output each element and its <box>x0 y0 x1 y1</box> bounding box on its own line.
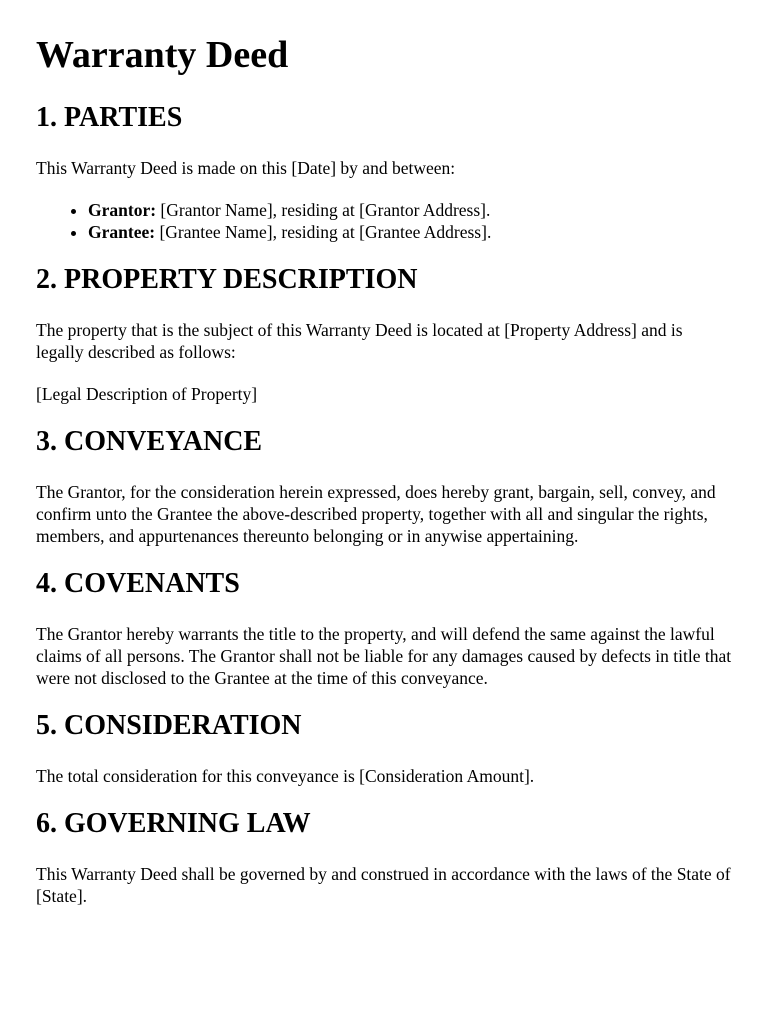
grantee-term: Grantee: <box>88 222 156 242</box>
grantor-term: Grantor: <box>88 200 157 220</box>
section-heading-conveyance: 3. CONVEYANCE <box>36 426 263 457</box>
list-item-grantee <box>88 221 734 243</box>
section-consideration <box>36 709 734 787</box>
governing-law-paragraph: This Warranty Deed shall be governed by and construed in accordance with the laws of the State of [State]. <box>36 864 731 906</box>
conveyance-paragraph: The Grantor, for the consideration herein expressed, does hereby grant, bargain, sell, convey, and confirm unto the Grantee the above-described property, together with all and singular the rights, members, and appurtenances thereunto belonging or in anywise appertaining. <box>36 482 716 546</box>
parties-list <box>36 199 734 243</box>
document-title: Warranty Deed <box>36 34 289 76</box>
section-covenants <box>36 567 734 689</box>
section-property <box>36 263 734 405</box>
legal-description-paragraph: [Legal Description of Property] <box>36 384 258 404</box>
consideration-paragraph: The total consideration for this conveyance is [Consideration Amount]. <box>36 766 535 786</box>
section-governing-law <box>36 807 734 907</box>
list-item-grantor <box>88 199 734 221</box>
section-heading-parties: 1. PARTIES <box>36 102 183 133</box>
section-conveyance <box>36 425 734 547</box>
section-parties <box>36 101 734 243</box>
parties-intro: This Warranty Deed is made on this [Date] by and between: <box>36 158 456 178</box>
section-heading-consideration: 5. CONSIDERATION <box>36 710 302 741</box>
grantee-text: [Grantee Name], residing at [Grantee Address]. <box>155 222 492 242</box>
grantor-text: [Grantor Name], residing at [Grantor Address]. <box>156 200 491 220</box>
section-heading-property: 2. PROPERTY DESCRIPTION <box>36 264 418 295</box>
section-heading-covenants: 4. COVENANTS <box>36 568 240 599</box>
covenants-paragraph: The Grantor hereby warrants the title to the property, and will defend the same against the lawful claims of all persons. The Grantor shall not be liable for any damages caused by defects in title that were not disclosed to the Grantee at the time of this conveyance. <box>36 624 732 688</box>
section-heading-governing-law: 6. GOVERNING LAW <box>36 808 311 839</box>
property-paragraph: The property that is the subject of this Warranty Deed is located at [Property Address] and is legally described as follows: <box>36 320 683 362</box>
